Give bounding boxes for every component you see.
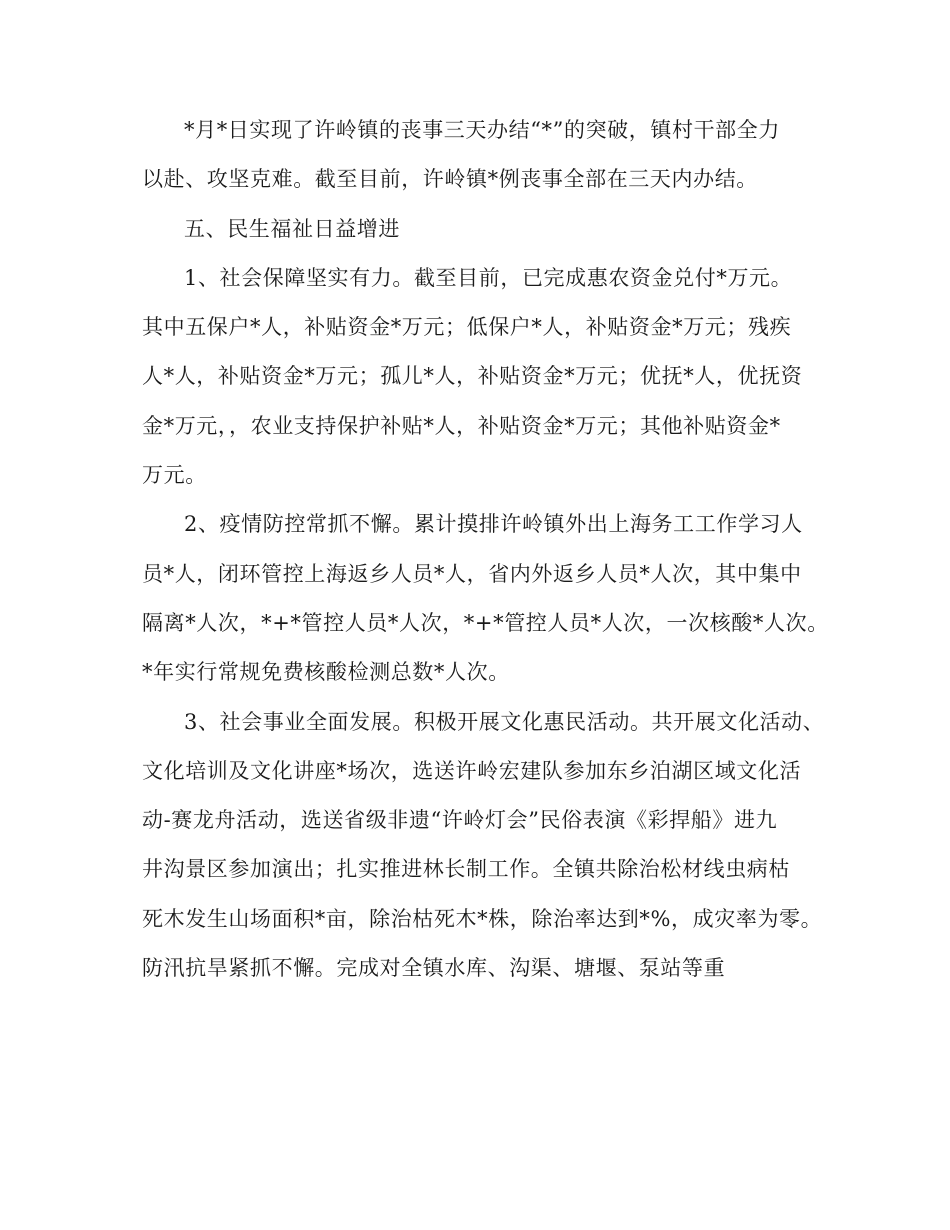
paragraph-line: 2、疫情防控常抓不懈。累计摸排许岭镇外出上海务工工作学习人	[184, 512, 803, 537]
paragraph-line: 井沟景区参加演出；扎实推进林长制工作。全镇共除治松材线虫病枯	[142, 857, 790, 882]
paragraph-line: 动-赛龙舟活动，选送省级非遗“许岭灯会”民俗表演《彩捍船》进九	[142, 808, 778, 833]
paragraph-line: 文化培训及文化讲座*场次，选送许岭宏建队参加东乡泊湖区域文化活	[142, 758, 802, 783]
paragraph-line: 金*万元，，农业支持保护补贴*人，补贴资金*万元；其他补贴资金*	[142, 413, 781, 438]
paragraph-line: *月*日实现了许岭镇的丧事三天办结“*”的突破，镇村干部全力	[184, 118, 780, 142]
paragraph-line: 万元。	[142, 463, 207, 488]
document-body	[142, 106, 829, 993]
paragraph-line: 员*人，闭环管控上海返乡人员*人，省内外返乡人员*人次，其中集中	[142, 561, 802, 586]
paragraph-line: 3、社会事业全面发展。积极开展文化惠民活动。共开展文化活动、	[184, 709, 825, 734]
paragraph-line: 隔离*人次，*+*管控人员*人次，*+*管控人员*人次，一次核酸*人次。	[142, 610, 829, 635]
paragraph-line: 人*人，补贴资金*万元；孤儿*人，补贴资金*万元；优抚*人，优抚资	[142, 364, 803, 389]
paragraph-line: 防汛抗旱紧抓不懈。完成对全镇水库、沟渠、塘堰、泵站等重	[142, 956, 726, 981]
paragraph-line: 以赴、攻坚克难。截至目前，许岭镇*例丧事全部在三天内办结。	[142, 167, 758, 192]
paragraph-line: 死木发生山场面积*亩，除治枯死木*株，除治率达到*%，成灾率为零。	[142, 906, 823, 931]
paragraph-line: *年实行常规免费核酸检测总数*人次。	[142, 660, 510, 685]
paragraph-line: 其中五保户*人，补贴资金*万元；低保户*人，补贴资金*万元；残疾	[142, 315, 792, 340]
section-heading: 五、民生福祉日益增进	[184, 216, 400, 241]
paragraph-line: 1、社会保障坚实有力。截至目前，已完成惠农资金兑付*万元。	[184, 265, 793, 290]
